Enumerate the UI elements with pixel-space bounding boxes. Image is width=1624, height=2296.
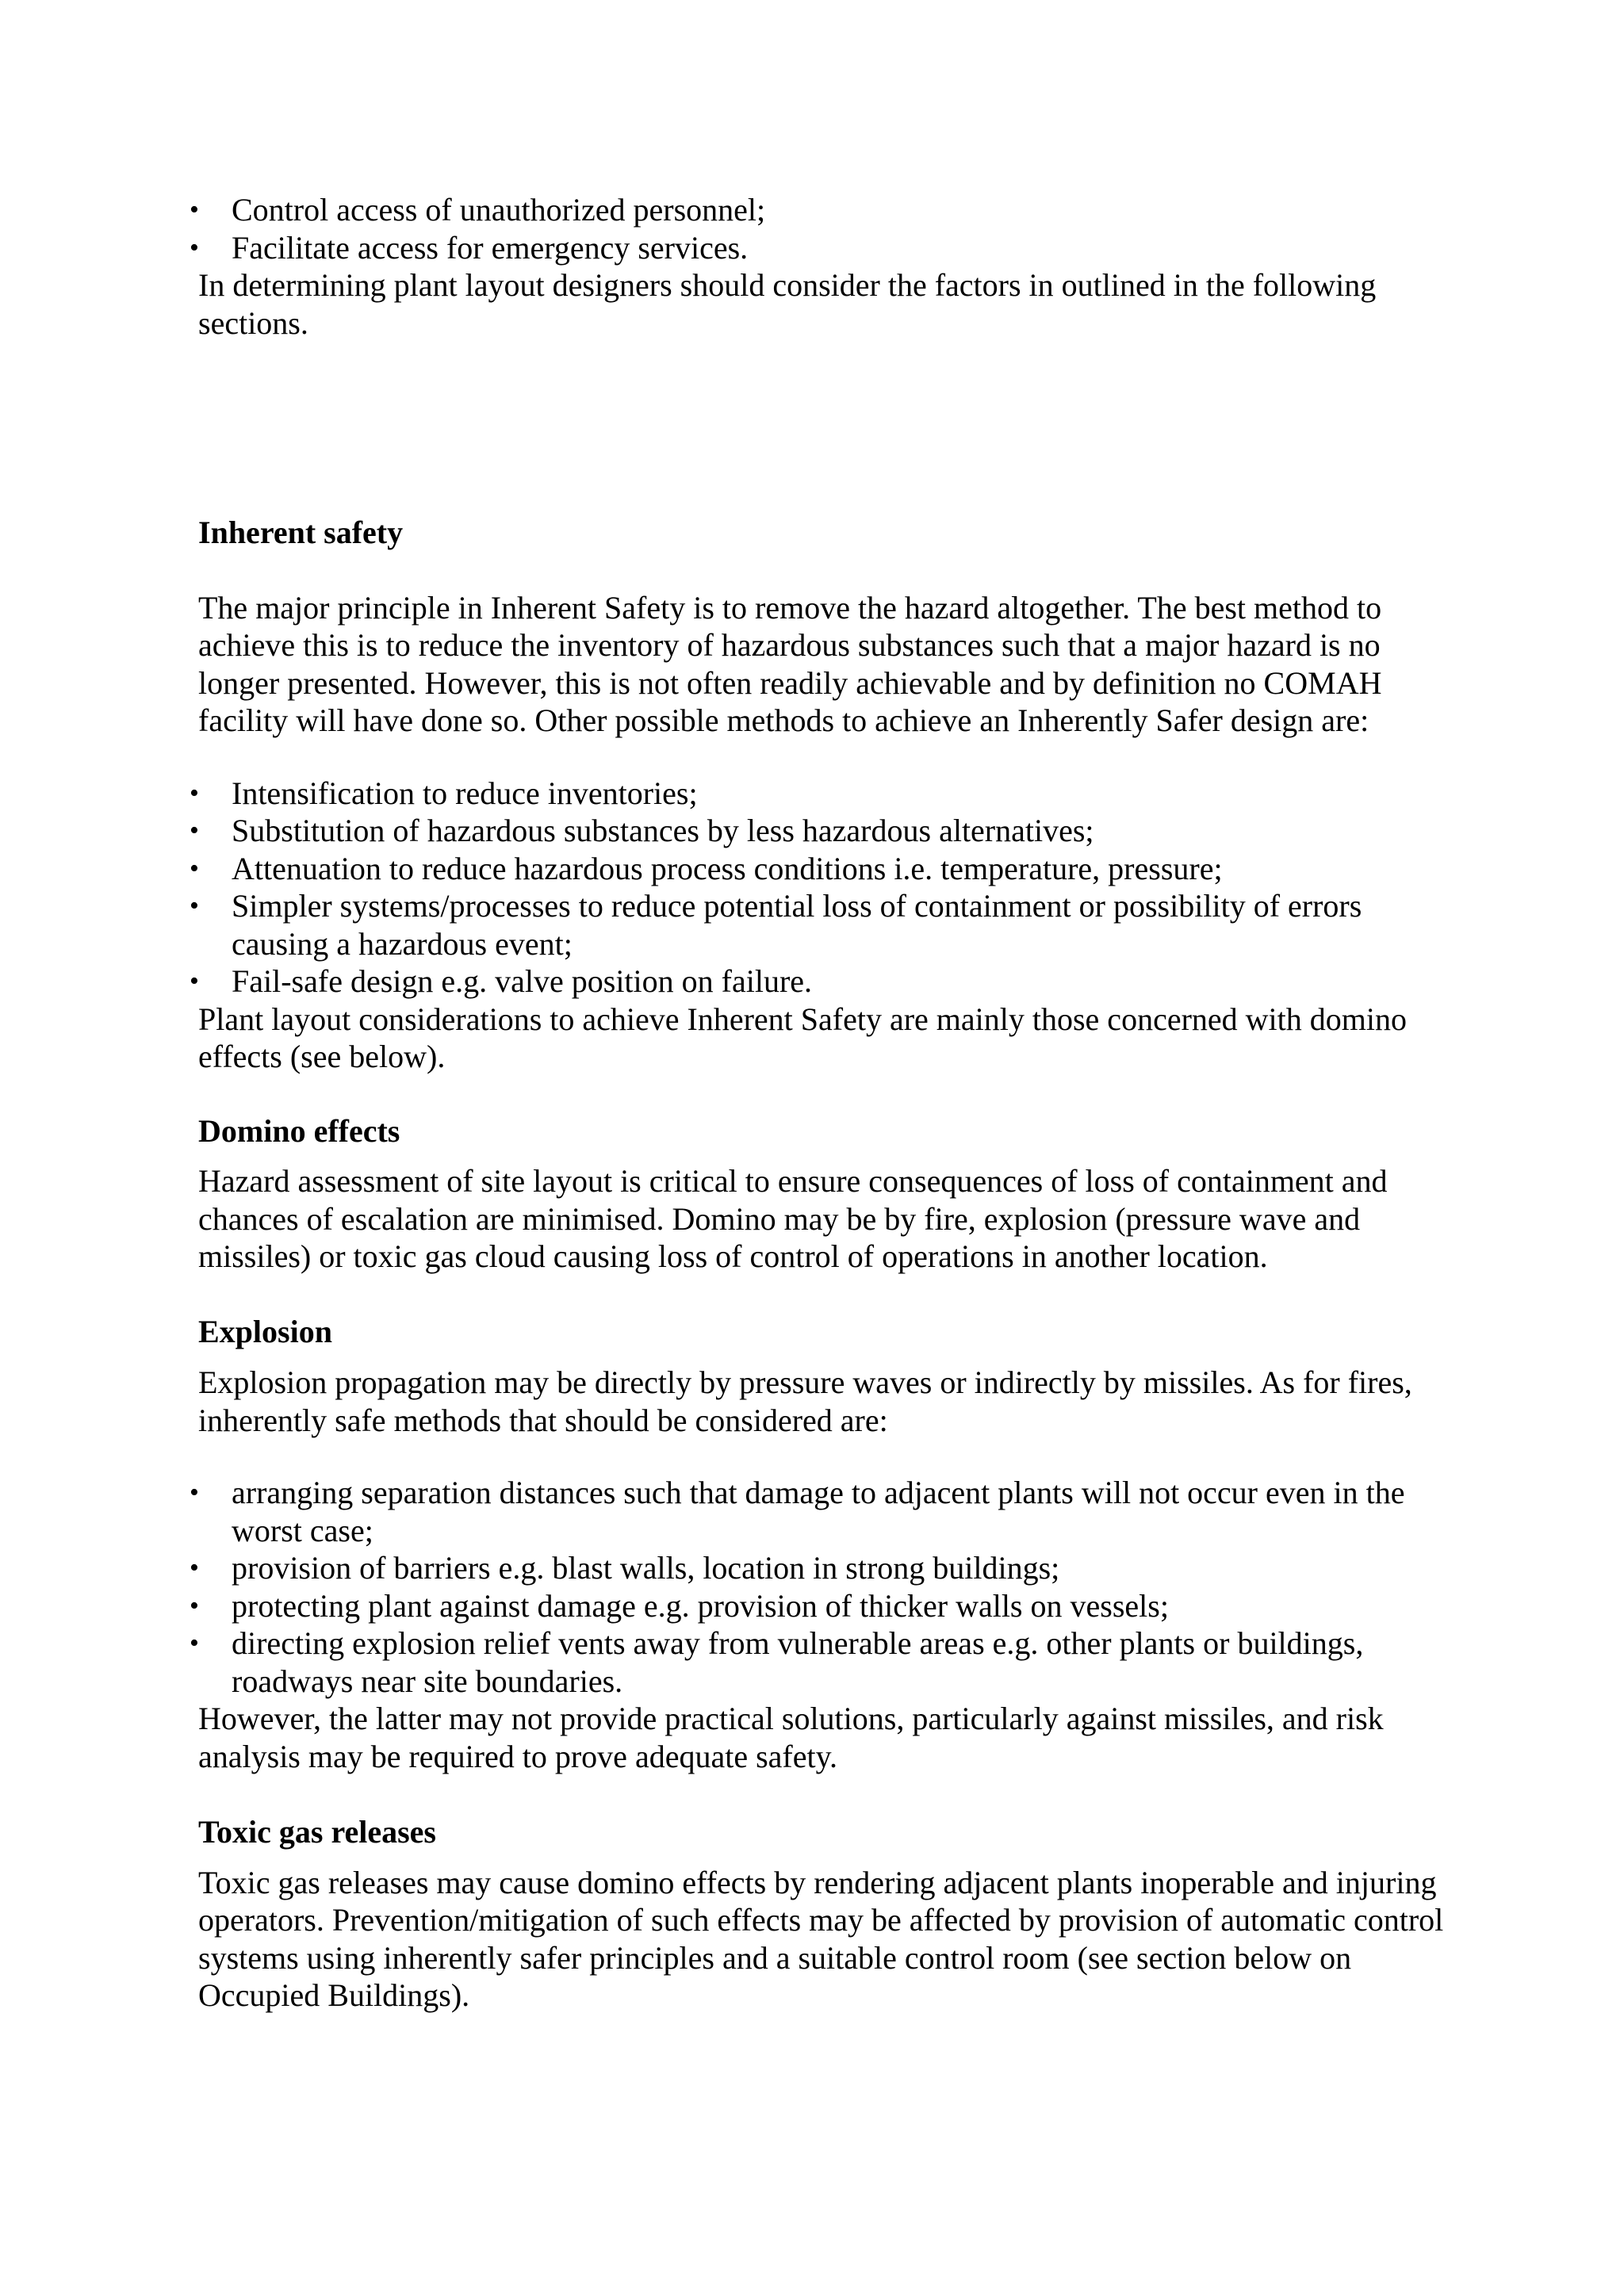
domino-effects-paragraph: Hazard assessment of site layout is critical to ensure consequences of loss of containment and chances of escalation are minimised. Domino may be by fire, explosion (pressure wave and missiles) or toxic gas cloud causing loss of control of operations in another location. <box>198 1163 1388 1274</box>
section-heading-inherent-safety: Inherent safety <box>198 515 404 550</box>
bullet-icon: • <box>190 853 199 883</box>
list-item <box>190 1587 1451 1625</box>
bullet-icon: • <box>190 1590 199 1621</box>
bullet-icon: • <box>190 778 199 808</box>
section-heading-domino-effects: Domino effects <box>198 1112 400 1149</box>
list-item <box>190 887 1451 962</box>
list-item-text: protecting plant against damage e.g. provision of thicker walls on vessels; <box>232 1587 1169 1624</box>
list-item <box>190 850 1451 888</box>
list-item <box>190 229 1451 267</box>
list-item <box>190 191 1451 229</box>
explosion-paragraph: Explosion propagation may be directly by pressure waves or indirectly by missiles. As for fires, inherently safe methods that should be considered are: <box>198 1364 1412 1438</box>
list-item <box>190 812 1451 850</box>
list-item <box>190 1549 1451 1587</box>
bullet-icon: • <box>190 232 199 262</box>
list-item-text: Substitution of hazardous substances by less hazardous alternatives; <box>232 813 1094 848</box>
list-item-text: Intensification to reduce inventories; <box>232 775 698 811</box>
explosion-bullet-list <box>190 1474 1451 1700</box>
bullet-icon: • <box>190 966 199 996</box>
section-heading-explosion: Explosion <box>198 1313 332 1349</box>
list-item-text: arranging separation distances such that damage to adjacent plants will not occur even in the worst case; <box>232 1475 1405 1548</box>
intro-bullet-list <box>190 191 1451 266</box>
inherent-safety-bullet-list <box>190 775 1451 1001</box>
inherent-safety-closing: Plant layout considerations to achieve Inherent Safety are mainly those concerned with domino effects (see below). <box>198 1001 1407 1074</box>
list-item-text: Attenuation to reduce hazardous process conditions i.e. temperature, pressure; <box>232 850 1223 886</box>
list-item-text: Control access of unauthorized personnel; <box>232 192 766 228</box>
bullet-icon: • <box>190 891 199 920</box>
inherent-safety-paragraph: The major principle in Inherent Safety is to remove the hazard altogether. The best method to achieve this is to reduce the inventory of hazardous substances such that a major hazard is no longer presented. However, this is not often readily achievable and by definition no COMAH facility will have done so. Other possible methods to achieve an Inherently Safer design are: <box>198 589 1382 738</box>
list-item-text: Facilitate access for emergency services. <box>232 229 749 266</box>
list-item <box>190 962 1451 1001</box>
list-item-text: Fail-safe design e.g. valve position on failure. <box>232 963 813 999</box>
list-item <box>190 775 1451 813</box>
list-item <box>190 1624 1451 1700</box>
bullet-icon: • <box>190 1553 199 1582</box>
bullet-icon: • <box>190 1628 199 1658</box>
list-item-text: directing explosion relief vents away from vulnerable areas e.g. other plants or buildings, roadways near site boundaries. <box>232 1625 1364 1699</box>
bullet-icon: • <box>190 1478 199 1507</box>
document-body <box>190 191 1451 2015</box>
list-item <box>190 1474 1451 1549</box>
intro-paragraph: In determining plant layout designers should consider the factors in outlined in the following sections. <box>198 267 1377 341</box>
bullet-icon: • <box>190 195 199 224</box>
explosion-closing: However, the latter may not provide practical solutions, particularly against missiles, and risk analysis may be required to prove adequate safety. <box>198 1701 1384 1774</box>
list-item-text: provision of barriers e.g. blast walls, location in strong buildings; <box>232 1550 1060 1586</box>
bullet-icon: • <box>190 816 199 845</box>
toxic-gas-paragraph: Toxic gas releases may cause domino effects by rendering adjacent plants inoperable and injuring operators. Prevention/mitigation of such effects may be affected by provision of automatic control systems using inherently safer principles and a suitable control room (see section below on Occupied Buildings). <box>198 1864 1444 2013</box>
section-heading-toxic-gas-releases: Toxic gas releases <box>198 1814 436 1850</box>
list-item-text: Simpler systems/processes to reduce potential loss of containment or possibility of errors causing a hazardous event; <box>232 888 1362 962</box>
